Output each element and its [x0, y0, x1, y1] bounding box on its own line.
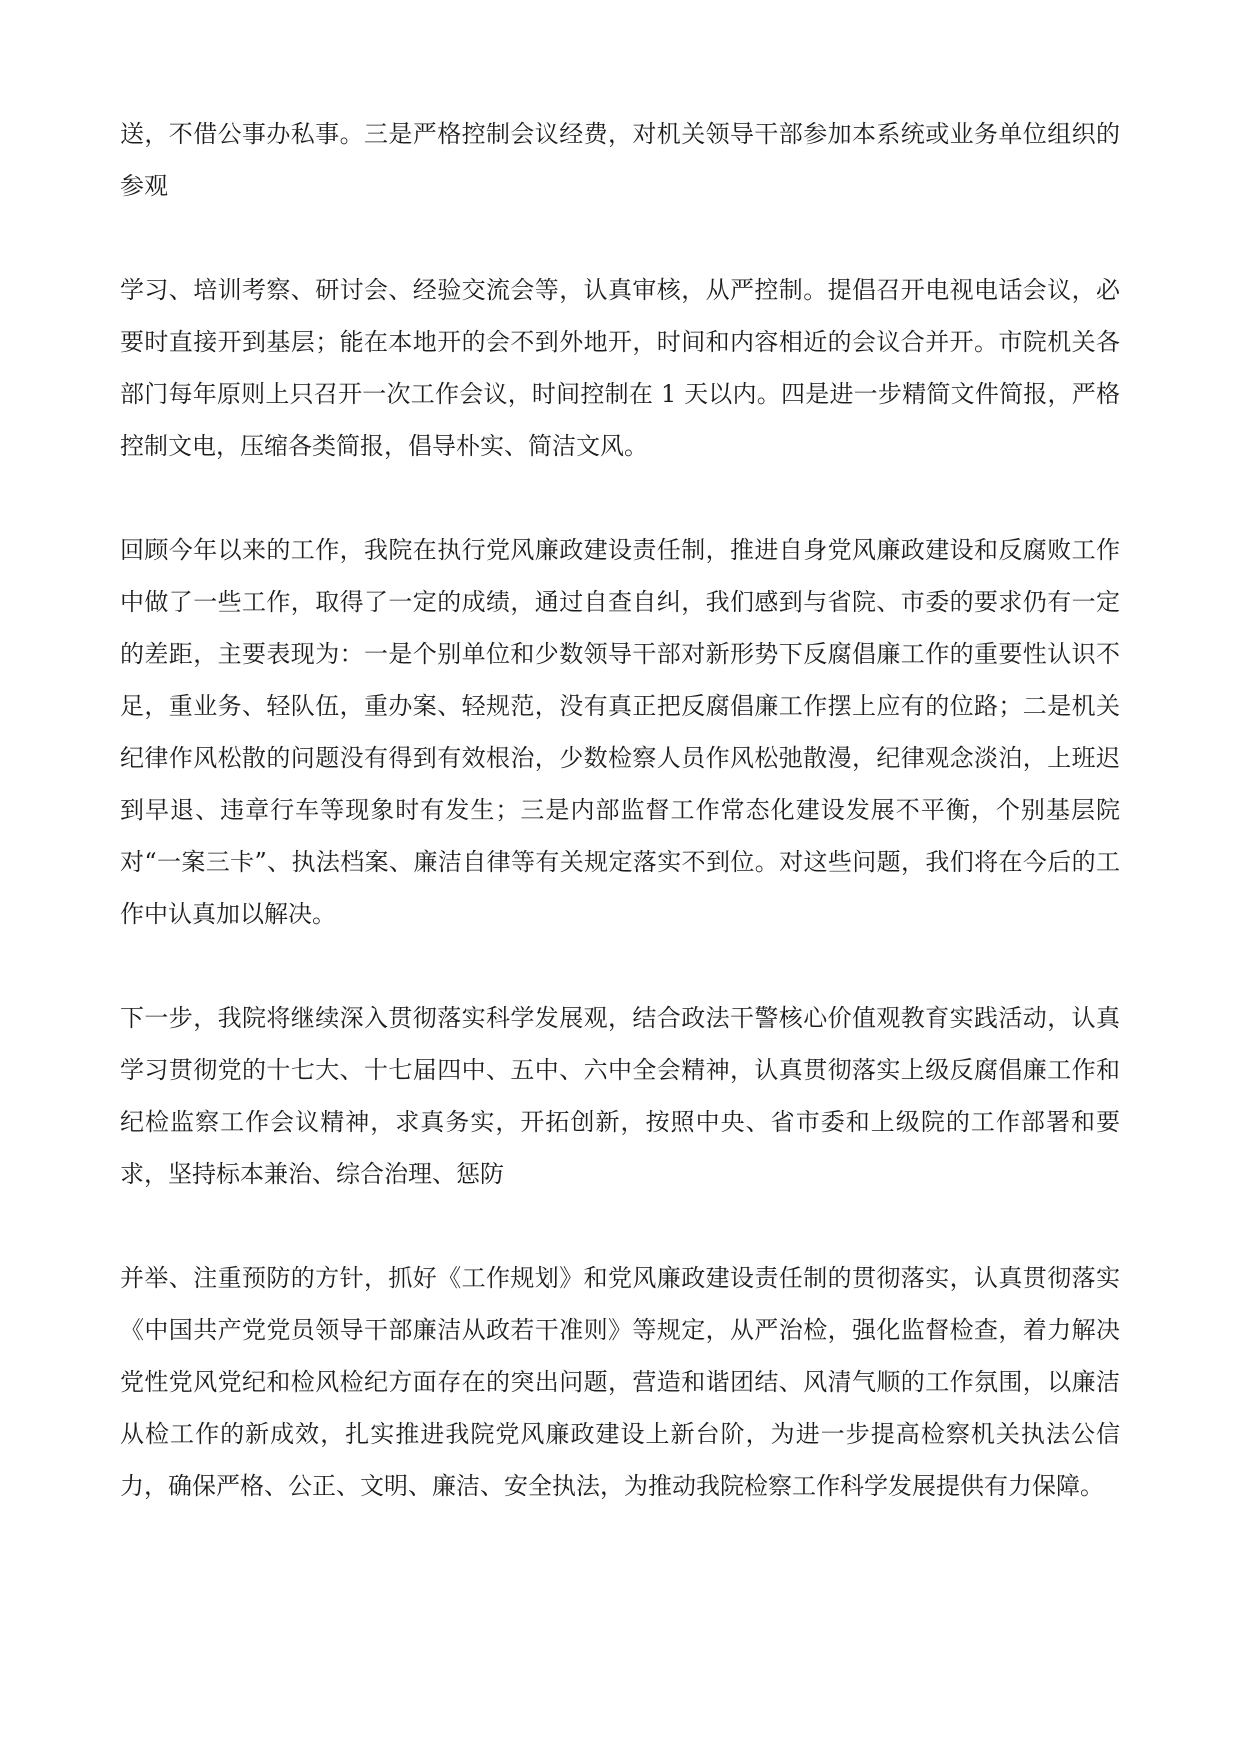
paragraph-3: 回顾今年以来的工作，我院在执行党风廉政建设责任制，推进自身党风廉政建设和反腐败工作中做了一些工作，取得了一定的成绩，通过自查自纠，我们感到与省院、市委的要求仍有一定的差距，主要表现为：一是个别单位和少数领导干部对新形势下反腐倡廉工作的重要性认识不足，重业务、轻队伍，重办案、轻规范，没有真正把反腐倡廉工作摆上应有的位路；二是机关纪律作风松散的问题没有得到有效根治，少数检察人员作风松弛散漫，纪律观念淡泊，上班迟到早退、违章行车等现象时有发生；三是内部监督工作常态化建设发展不平衡，个别基层院对“一案三卡”、执法档案、廉洁自律等有关规定落实不到位。对这些问题，我们将在今后的工作中认真加以解决。: [120, 536, 1120, 928]
paragraph-4: 下一步，我院将继续深入贯彻落实科学发展观，结合政法干警核心价值观教育实践活动，认真学习贯彻党的十七大、十七届四中、五中、六中全会精神，认真贯彻落实上级反腐倡廉工作和纪检监察工作会议精神，求真务实，开拓创新，按照中央、省市委和上级院的工作部署和要求，坚持标本兼治、综合治理、惩防: [120, 1004, 1120, 1188]
paragraph-gap: [120, 1200, 1120, 1252]
paragraph-gap: [120, 472, 1120, 524]
paragraph-1: 送，不借公事办私事。三是严格控制会议经费，对机关领导干部参加本系统或业务单位组织的参观: [120, 120, 1120, 200]
document-body: [120, 108, 1120, 1512]
paragraph-gap: [120, 940, 1120, 992]
paragraph-5: 并举、注重预防的方针，抓好《工作规划》和党风廉政建设责任制的贯彻落实，认真贯彻落实《中国共产党党员领导干部廉洁从政若干准则》等规定，从严治检，强化监督检查，着力解决党性党风党纪和检风检纪方面存在的突出问题，营造和谐团结、风清气顺的工作氛围，以廉洁从检工作的新成效，扎实推进我院党风廉政建设上新台阶，为进一步提高检察机关执法公信力，确保严格、公正、文明、廉洁、安全执法，为推动我院检察工作科学发展提供有力保障。: [120, 1264, 1120, 1500]
paragraph-gap: [120, 212, 1120, 264]
paragraph-2: 学习、培训考察、研讨会、经验交流会等，认真审核，从严控制。提倡召开电视电话会议，必要时直接开到基层；能在本地开的会不到外地开，时间和内容相近的会议合并开。市院机关各部门每年原则上只召开一次工作会议，时间控制在 1 天以内。四是进一步精简文件简报，严格控制文电，压缩各类简报，倡导朴实、简洁文风。: [120, 276, 1120, 460]
